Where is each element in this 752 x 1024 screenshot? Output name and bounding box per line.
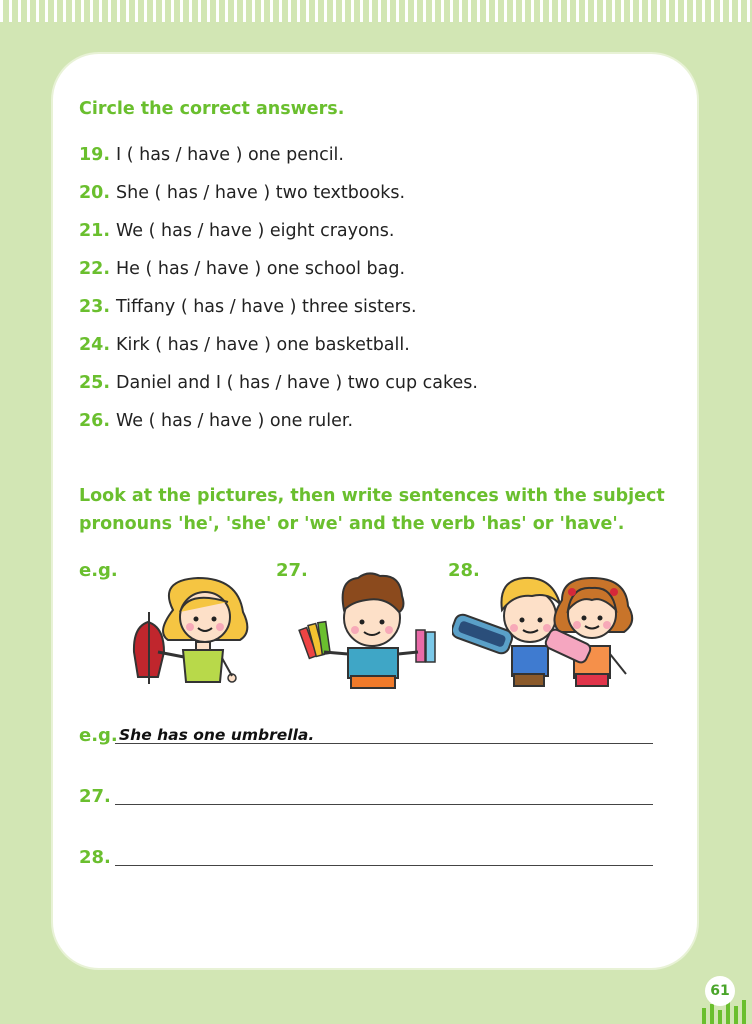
question-item: 19. I ( has / have ) one pencil. (79, 145, 344, 165)
answer-line-28[interactable]: 28. (79, 838, 653, 868)
section2-heading-line1: Look at the pictures, then write sentences with the subject (79, 486, 665, 506)
picture-label-eg: e.g. (79, 560, 118, 581)
section1-heading: Circle the correct answers. (79, 99, 345, 119)
question-item: 22. He ( has / have ) one school bag. (79, 259, 406, 279)
question-item: 24. Kirk ( has / have ) one basketball. (79, 335, 410, 355)
question-item: 23. Tiffany ( has / have ) three sisters. (79, 297, 417, 317)
example-answer-text: She has one umbrella. (119, 726, 315, 744)
section2-heading-line2: pronouns 'he', 'she' or 'we' and the verb 'has' or 'have'. (79, 514, 625, 534)
page-number: 61 (705, 976, 735, 1006)
answer-line-eg: e.g. She has one umbrella. (79, 716, 653, 746)
picture-label-28: 28. (448, 560, 480, 581)
boy-with-crayons-illustration (296, 570, 446, 692)
question-item: 20. She ( has / have ) two textbooks. (79, 183, 406, 203)
top-ruler-decoration (0, 0, 752, 22)
question-item: 21. We ( has / have ) eight crayons. (79, 221, 395, 241)
girl-with-umbrella-illustration (128, 572, 253, 690)
boy-and-girl-with-pencil-cases-illustration (452, 570, 657, 692)
answer-line-27[interactable]: 27. (79, 777, 653, 807)
question-list (79, 141, 679, 445)
answer-rule (115, 804, 653, 805)
answer-rule (115, 865, 653, 866)
question-item: 25. Daniel and I ( has / have ) two cup cakes. (79, 373, 478, 393)
picture-label-27: 27. (276, 560, 308, 581)
question-item: 26. We ( has / have ) one ruler. (79, 411, 354, 431)
